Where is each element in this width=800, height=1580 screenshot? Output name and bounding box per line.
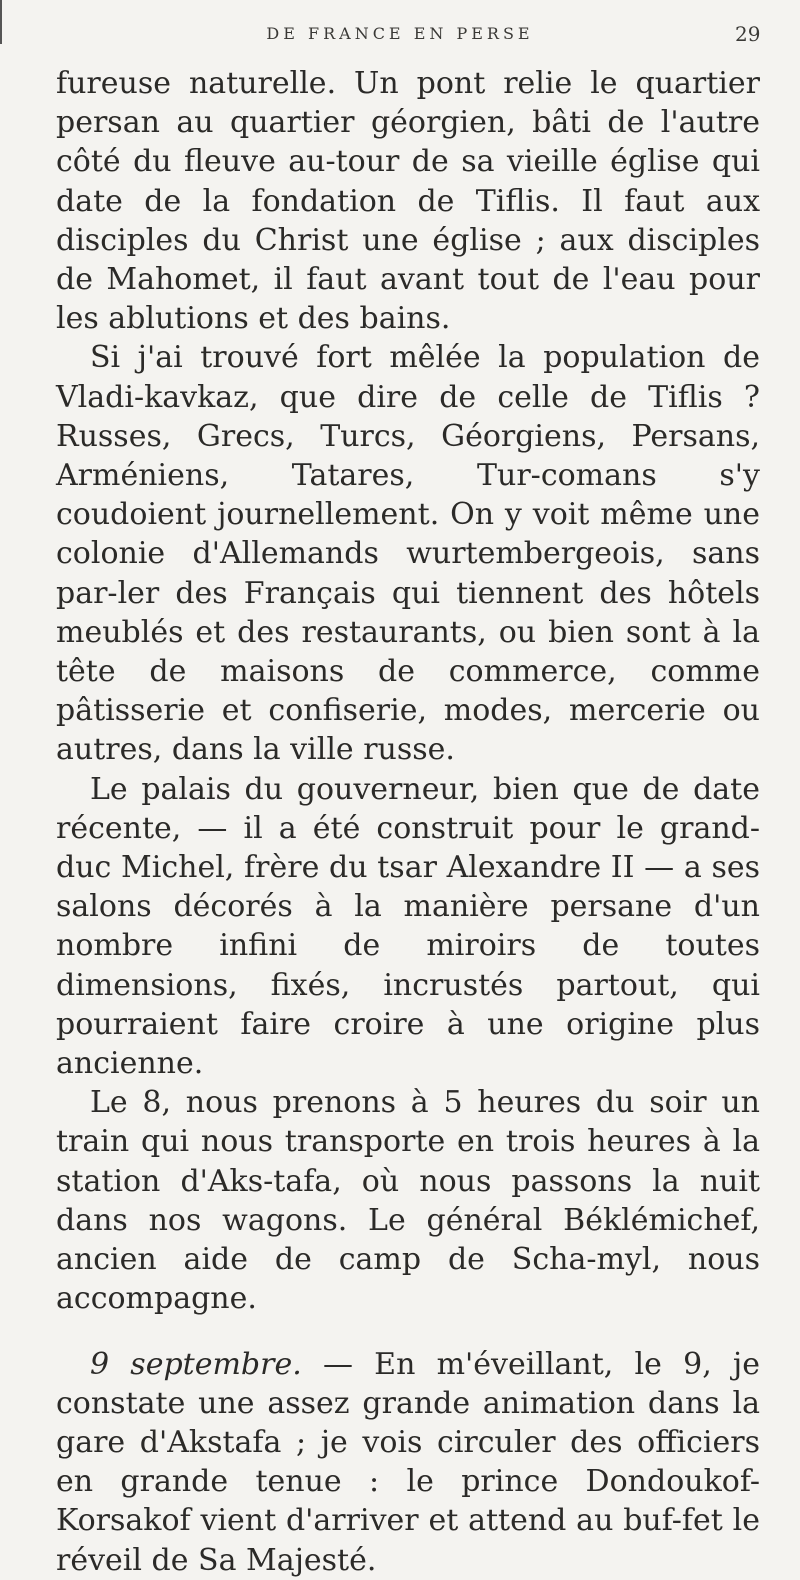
page-number: 29 <box>735 22 761 46</box>
paragraph-5 <box>56 1345 760 1580</box>
body-text <box>56 64 760 1580</box>
paragraph-5-text: — En m'éveillant, le 9, je constate une assez grande animation dans la gare d'Akstafa ; je vois circuler des officiers en grande tenue : le prince Dondoukof-Korsakof vient d'arriver et attend au buf-fet le réveil de Sa Majesté. <box>56 1346 760 1578</box>
paragraph-4: Le 8, nous prenons à 5 heures du soir un train qui nous transporte en trois heures à la station d'Aks-tafa, où nous passons la nuit dans nos wagons. Le général Béklémichef, ancien aide de camp de Scha-myl, nous accompagne. <box>56 1085 760 1317</box>
paragraph-1: fureuse naturelle. Un pont relie le quartier persan au quartier géorgien, bâti de l'autre côté du fleuve au-tour de sa vieille église qui date de la fondation de Tiflis. Il faut aux disciples du Christ une église ; aux disciples de Mahomet, il faut avant tout de l'eau pour les ablutions et des bains. <box>56 66 760 337</box>
paragraph-3: Le palais du gouverneur, bien que de date récente, — il a été construit pour le grand-duc Michel, frère du tsar Alexandre II — a ses salons décorés à la manière persane d'un nombre infini de miroirs de toutes dimensions, fixés, incrustés partout, qui pourraient faire croire à une origine plus ancienne. <box>56 771 760 1082</box>
running-title: DE FRANCE EN PERSE <box>266 24 534 43</box>
entry-date: 9 septembre. <box>90 1346 302 1382</box>
running-head <box>0 14 800 54</box>
paragraph-2: Si j'ai trouvé fort mêlée la population de Vladi-kavkaz, que dire de celle de Tiflis ? Russes, Grecs, Turcs, Géorgiens, Persans, Arméniens, Tatares, Tur-comans s'y coudoient journellement. On y voit même une colonie d'Allemands wurtembergeois, sans par-ler des Français qui tiennent des hôtels meublés et des restaurants, ou bien sont à la tête de maisons de commerce, comme pâtisserie et confiserie, modes, mercerie ou autres, dans la ville russe. <box>56 340 760 768</box>
